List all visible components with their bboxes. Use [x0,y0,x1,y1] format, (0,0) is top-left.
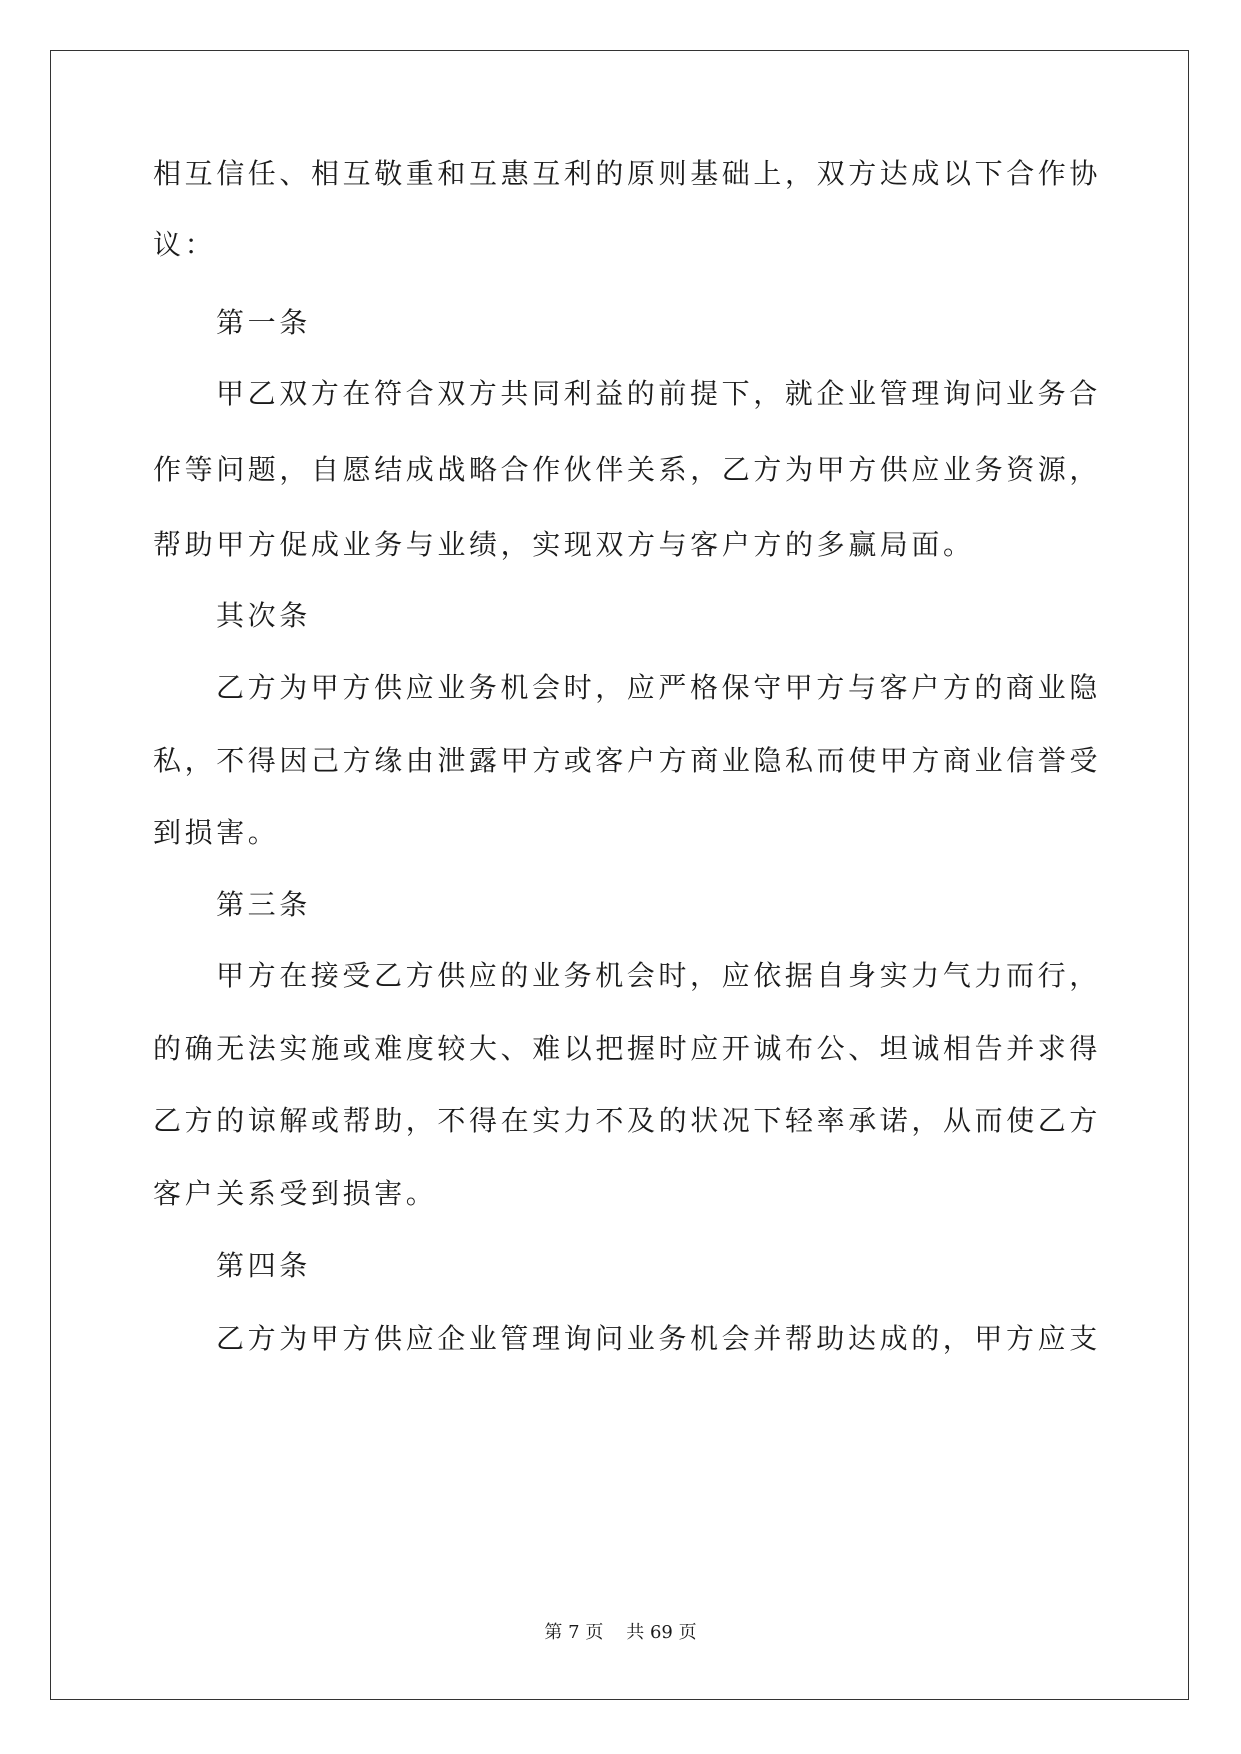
paragraph-line: 乙方为甲方供应业务机会时，应严格保守甲方与客户方的商业隐 [216,671,1101,704]
article-heading: 其次条 [216,599,311,632]
paragraph-line: 甲乙双方在符合双方共同利益的前提下，就企业管理询问业务合 [216,377,1101,410]
paragraph-line: 作等问题，自愿结成战略合作伙伴关系，乙方为甲方供应业务资源， [153,453,1102,486]
paragraph-line: 私，不得因己方缘由泄露甲方或客户方商业隐私而使甲方商业信誉受 [153,744,1102,777]
paragraph-line: 甲方在接受乙方供应的业务机会时，应依据自身实力气力而行， [216,959,1101,992]
article-heading: 第一条 [216,306,311,339]
paragraph-line: 相互信任、相互敬重和互惠互利的原则基础上，双方达成以下合作协 [153,157,1102,190]
paragraph-line: 议： [153,228,217,261]
paragraph-line: 帮助甲方促成业务与业绩，实现双方与客户方的多赢局面。 [153,528,975,561]
page-total: 共 69 页 [626,1622,697,1643]
paragraph-line: 乙方为甲方供应企业管理询问业务机会并帮助达成的，甲方应支 [216,1322,1101,1355]
page-footer [0,1624,1241,1642]
article-heading: 第三条 [216,888,311,921]
paragraph-line: 的确无法实施或难度较大、难以把握时应开诚布公、坦诚相告并求得 [153,1032,1102,1065]
page-border [50,50,1189,1700]
paragraph-line: 乙方的谅解或帮助，不得在实力不及的状况下轻率承诺，从而使乙方 [153,1104,1102,1137]
paragraph-line: 到损害。 [153,816,280,849]
page-number: 第 7 页 [544,1622,604,1643]
paragraph-line: 客户关系受到损害。 [153,1177,438,1210]
article-heading: 第四条 [216,1249,311,1282]
